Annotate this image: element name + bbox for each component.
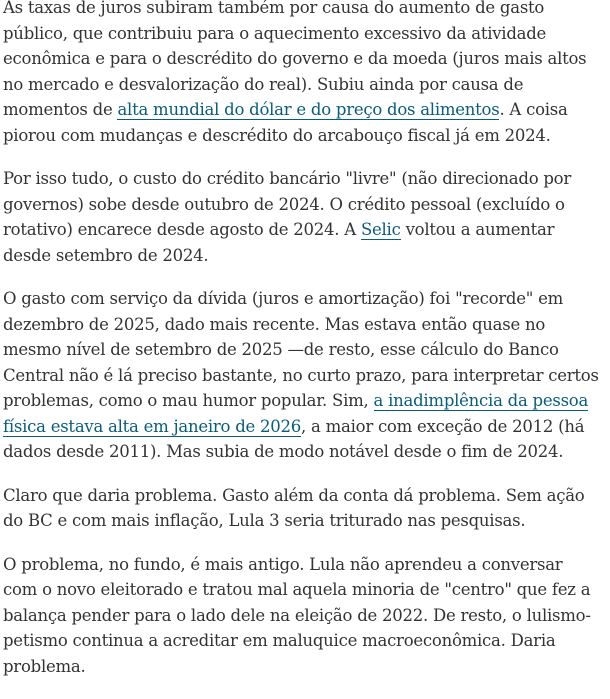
link-inadimplencia[interactable]: a inadimplência da pessoa física estava alta em janeiro de 2026	[3, 391, 589, 436]
paragraph-text: O gasto com serviço da dívida (juros e amortização) foi "recorde" em dezembro de 2025, dado mais recente. Mas estava então quase no mesmo nível de setembro de 2025 —de resto, esse cálculo do Banco Central não é lá preciso bastante, no curto prazo, para interpretar certos problemas, como o mau humor popular. Sim,	[3, 289, 599, 410]
paragraph-text: , a maior com exceção de 2012 (há dados desde 2011). Mas subia de modo notável desde o fim de 2024.	[3, 416, 585, 461]
paragraph-text: Por isso tudo, o custo do crédito bancário "livre" (não direcionado por governos) sobe desde outubro de 2024. O crédito pessoal (excluído o rotativo) encarece desde agosto de 2024. A	[3, 169, 571, 239]
paragraph-text: O problema, no fundo, é mais antigo. Lula não aprendeu a conversar com o novo eleitorado e tratou mal aquela minoria de "centro" que fez a balança pender para o lado dele na eleição de 2022. De resto, o lulismo-petismo continua a acreditar em maluquice macroeconômica. Daria problema.	[3, 554, 591, 676]
paragraph-4	[3, 483, 601, 534]
paragraph-5	[3, 552, 601, 680]
paragraph-3	[3, 286, 601, 465]
paragraph-text: Claro que daria problema. Gasto além da conta dá problema. Sem ação do BC e com mais inflação, Lula 3 seria triturado nas pesquisas.	[3, 485, 585, 530]
link-alta-mundial-dolar[interactable]: alta mundial do dólar e do preço dos alimentos	[117, 100, 500, 119]
paragraph-1	[3, 0, 601, 148]
paragraph-text: As taxas de juros subiram também por causa do aumento de gasto público, que contribuiu para o aquecimento excessivo da atividade econômica e para o descrédito do governo e da moeda (juros mais altos no mercado e desvalorização do real). Subiu ainda por causa de momentos de	[3, 0, 587, 119]
paragraph-text: voltou a aumentar desde setembro de 2024.	[3, 220, 555, 265]
link-selic[interactable]: Selic	[360, 220, 401, 239]
paragraph-text: . A coisa piorou com mudanças e descrédito do arcabouço fiscal já em 2024.	[3, 100, 568, 145]
paragraph-2	[3, 166, 601, 268]
